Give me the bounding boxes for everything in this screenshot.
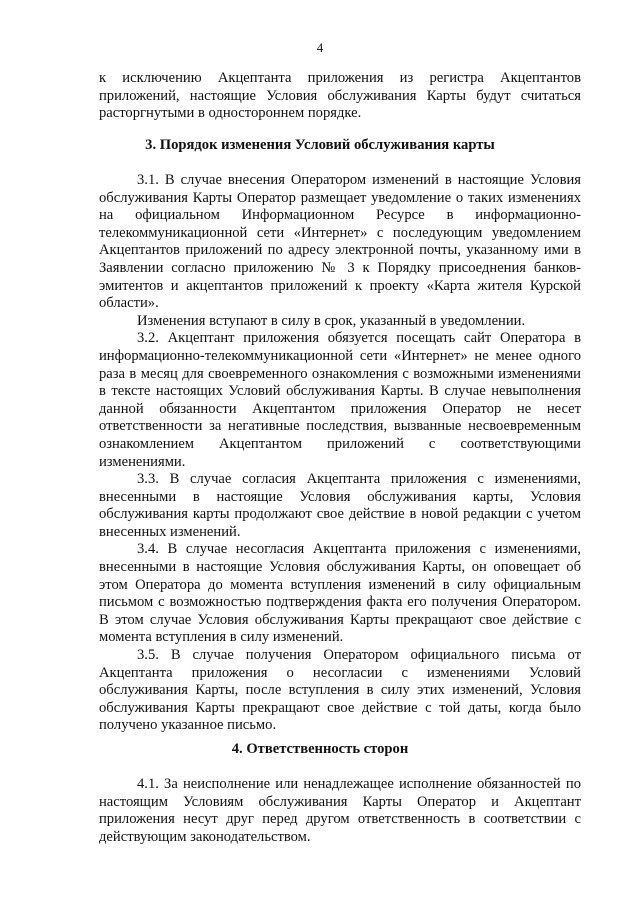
intro-paragraph-block (99, 70, 581, 123)
paragraph-3-1: 3.1. В случае внесения Оператором изменений в настоящие Условия обслуживания Карты Оператор размещает уведомление о таких изменениях на официальном Информационном Ресурсе в информационно-телекоммуникационной сети «Интернет» с последующим уведомлением Акцептантов приложений по адресу электронной почты, указанному ими в Заявлении согласно приложению № 3 к Порядку присоеднения банков-эмитентов и акцептантов приложений к проекту «Карта жителя Курской области». (99, 172, 581, 312)
section-3-heading: 3. Порядок изменения Условий обслуживания карты (145, 137, 495, 153)
page-number: 4 (316, 40, 324, 55)
intro-paragraph: к исключению Акцептанта приложения из регистра Акцептантов приложений, настоящие Условия обслуживания Карты будут считаться расторгнутыми в одностороннем порядке. (99, 70, 581, 122)
paragraph-4-1: 4.1. За неисполнение или ненадлежащее исполнение обязанностей по настоящим Условиям обслуживания Карты Оператор и Акцептант приложения несут друг перед другом ответственность в соответствии с действующим законодательством. (99, 776, 581, 845)
section-3-body (99, 172, 581, 735)
paragraph-3-3: 3.3. В случае согласия Акцептанта приложения с изменениями, внесенными в настоящие Условия обслуживания карты, Условия обслуживания карты продолжают свое действие в новой редакции с учетом внесенных изменений. (99, 471, 581, 540)
paragraph-3-4: 3.4. В случае несогласия Акцептанта приложения с изменениями, внесенными в настоящие Условия обслуживания Карты, он оповещает об этом Оператора до момента вступления изменений в силу официальным письмом с возможностью подтверждения факта его получения Оператором. В этом случае Условия обслуживания Карты прекращают свое действие с момента вступления в силу изменений. (99, 541, 581, 646)
paragraph-3-5: 3.5. В случае получения Оператором официального письма от Акцептанта приложения о несогласии с изменениями Условий обслуживания Карты, после вступления в силу этих изменений, Условия обслуживания Карты прекращают свое действие с той даты, когда было получено указанное письмо. (99, 647, 581, 734)
paragraph-3-1-note: Изменения вступают в силу в срок, указанный в уведомлении. (137, 312, 526, 329)
section-4-heading: 4. Ответственность сторон (231, 741, 409, 757)
paragraph-3-2: 3.2. Акцептант приложения обязуется посещать сайт Оператора в информационно-телекоммуникационной сети «Интернет» не менее одного раза в месяц для своевременного ознакомления с возможными изменениями в тексте настоящих Условий обслуживания Карты. В случае невыполнения данной обязанности Акцептантом приложения Оператор не несет ответственности за негативные последствия, вызванные несвоевременным ознакомлением Акцептантом приложений с соответствующими изменениями. (99, 330, 581, 470)
section-4-body (99, 776, 581, 846)
